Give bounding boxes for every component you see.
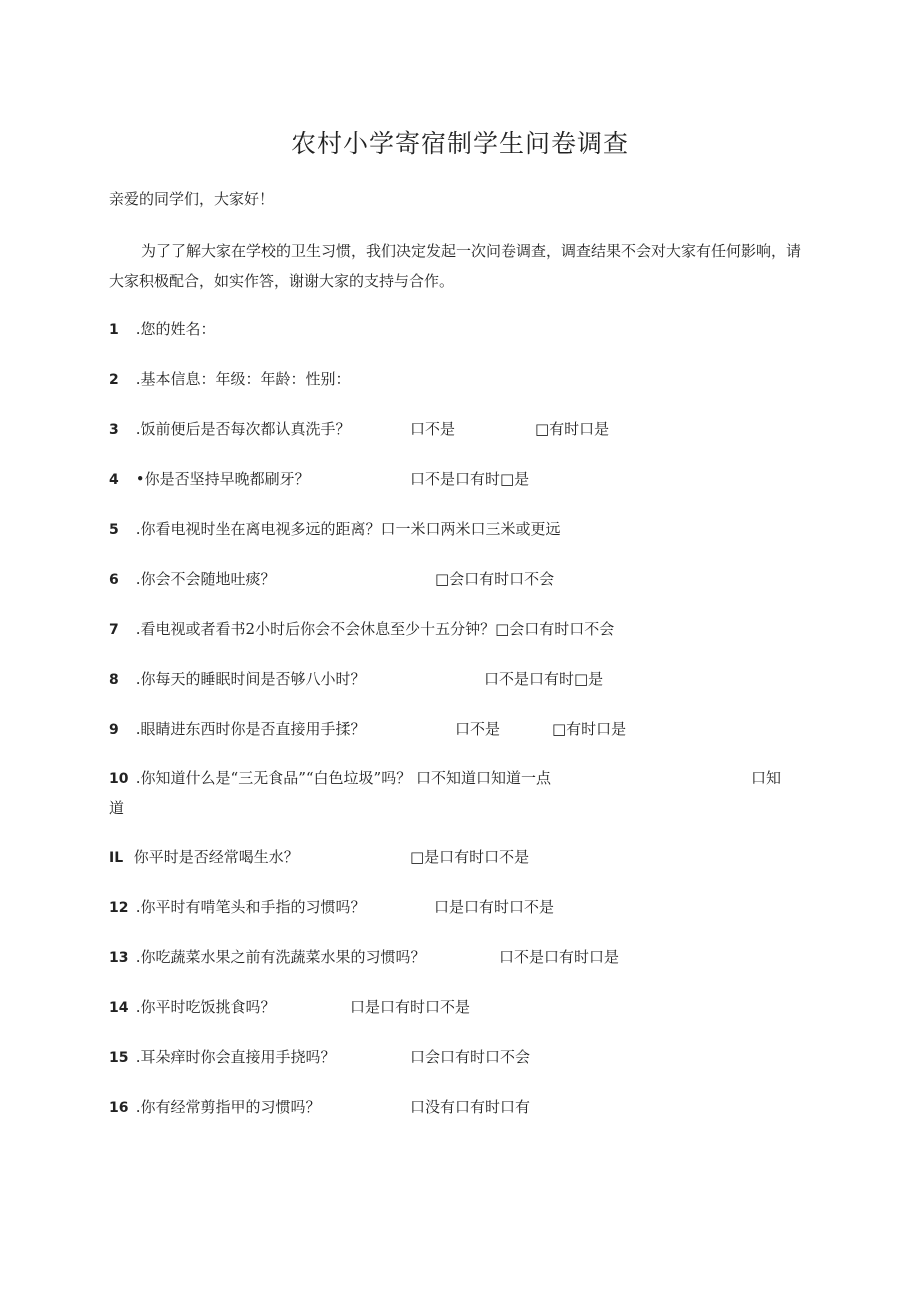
answer-options-b[interactable]: □有时口是: [535, 420, 610, 438]
question-number: IL: [109, 850, 124, 866]
question-text: .你平时吃饭挑食吗？: [135, 998, 276, 1016]
question-5: [109, 518, 561, 539]
question-1: [109, 318, 216, 339]
question-14: [109, 996, 809, 1017]
question-text: .你看电视时坐在离电视多远的距离？口一米口两米口三米或更远: [135, 520, 561, 538]
question-12: [109, 896, 809, 917]
question-10-wrap: 道: [109, 799, 125, 817]
question-number: 4: [109, 472, 119, 488]
page-title: 农村小学寄宿制学生问卷调查: [290, 129, 629, 158]
question-text: .您的姓名：: [135, 320, 216, 338]
question-8: [109, 668, 809, 689]
answer-options[interactable]: □是口有时口不是: [410, 848, 530, 866]
question-number: 2: [109, 372, 119, 388]
question-text: .你知道什么是“三无食品”“白色垃圾”吗？ 口不知道口知道一点: [135, 769, 551, 787]
question-number: 14: [109, 1000, 129, 1016]
question-number: 15: [109, 1050, 129, 1066]
intro-paragraph: 为了了解大家在学校的卫生习惯，我们决定发起一次问卷调查，调查结果不会对大家有任何影响，请大家积极配合，如实作答，谢谢大家的支持与合作。: [109, 242, 802, 290]
answer-options[interactable]: 口会口有时口不会: [410, 1048, 531, 1066]
question-number: 16: [109, 1100, 129, 1116]
question-2: [109, 368, 351, 389]
answer-options[interactable]: 口是口有时口不是: [434, 898, 555, 916]
question-text: .眼睛进东西时你是否直接用手揉？: [135, 720, 366, 738]
question-text: .你会不会随地吐痰？: [135, 570, 276, 588]
answer-options[interactable]: 口不是口有时口是: [499, 948, 620, 966]
answer-options[interactable]: 口是口有时口不是: [350, 998, 471, 1016]
question-number: 10: [109, 771, 129, 787]
question-number: 3: [109, 422, 119, 438]
question-text: .耳朵痒时你会直接用手挠吗？: [135, 1048, 336, 1066]
question-number: 13: [109, 950, 129, 966]
question-9: [109, 718, 809, 739]
answer-options-b[interactable]: 口知: [751, 769, 782, 787]
question-7: [109, 618, 614, 639]
answer-options[interactable]: 口不是口有时□是: [410, 470, 530, 488]
answer-options[interactable]: □会口有时口不会: [435, 570, 555, 588]
question-text: .你平时有啃笔头和手指的习惯吗？: [135, 898, 366, 916]
answer-options-a[interactable]: 口不是: [410, 420, 456, 438]
question-text: .你吃蔬菜水果之前有洗蔬菜水果的习惯吗？: [135, 948, 426, 966]
question-number: 9: [109, 722, 119, 738]
question-text: .看电视或者看书2小时后你会不会休息至少十五分钟？□会口有时口不会: [135, 620, 615, 638]
question-number: 5: [109, 522, 119, 538]
question-3: [109, 418, 809, 439]
question-6: [109, 568, 809, 589]
greeting: 亲爱的同学们，大家好！: [109, 190, 275, 208]
question-number: 12: [109, 900, 129, 916]
answer-options-b[interactable]: □有时口是: [552, 720, 627, 738]
answer-options-a[interactable]: 口不是: [455, 720, 501, 738]
question-13: [109, 946, 809, 967]
question-text: .你每天的睡眠时间是否够八小时？: [135, 670, 366, 688]
question-number: 8: [109, 672, 119, 688]
question-text: 你平时是否经常喝生水？: [133, 848, 299, 866]
answer-options[interactable]: 口不是口有时□是: [484, 670, 604, 688]
question-16: [109, 1096, 809, 1117]
question-number: 1: [109, 322, 119, 338]
question-number: 7: [109, 622, 119, 638]
question-15: [109, 1046, 809, 1067]
question-10: [109, 767, 809, 788]
question-4: [109, 468, 809, 489]
question-number: 6: [109, 572, 119, 588]
answer-options[interactable]: 口没有口有时口有: [410, 1098, 531, 1116]
question-11: [109, 846, 809, 867]
question-text: .饭前便后是否每次都认真洗手？: [135, 420, 351, 438]
question-text: .你有经常剪指甲的习惯吗？: [135, 1098, 321, 1116]
question-text: •你是否坚持早晚都刷牙？: [135, 470, 310, 488]
question-text: .基本信息：年级：年龄：性别：: [135, 370, 351, 388]
